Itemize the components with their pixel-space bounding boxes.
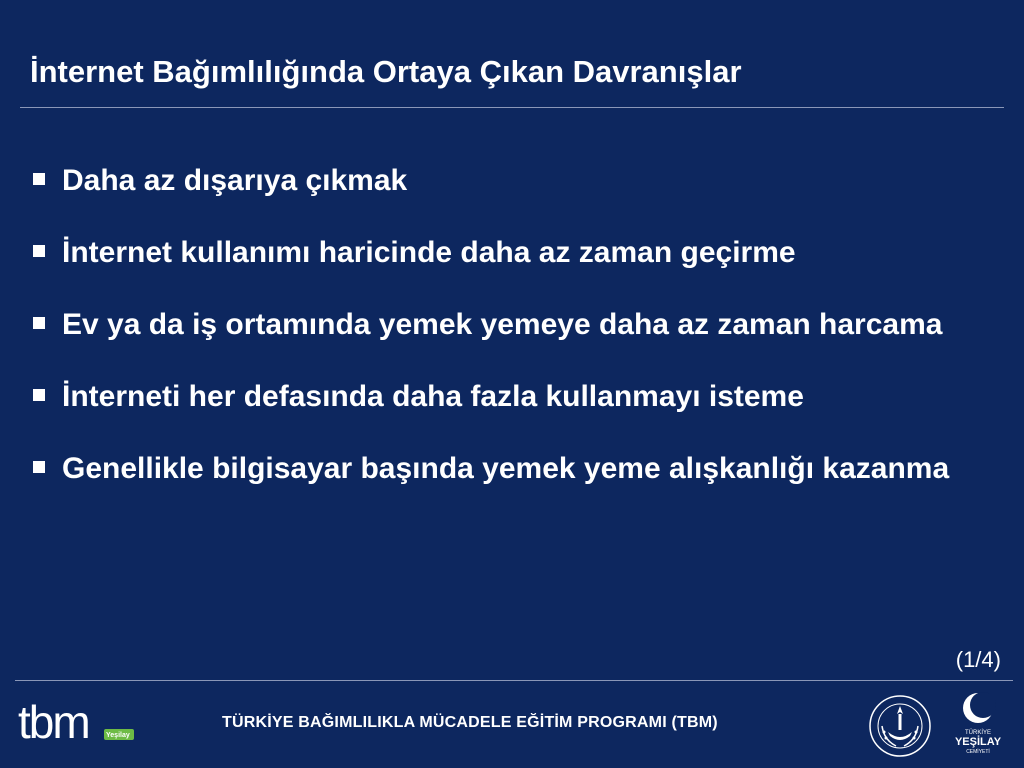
bullet-text: İnternet kullanımı haricinde daha az zaman geçirme (62, 236, 796, 269)
yesilay-logo-icon (948, 690, 1008, 762)
bullet-item (33, 158, 993, 203)
tbm-logo-text: tbm (18, 696, 89, 748)
square-bullet-icon (33, 461, 45, 473)
bullet-item (33, 446, 993, 491)
tbm-logo-icon (18, 694, 138, 754)
ministry-seal-icon (866, 692, 934, 760)
square-bullet-icon (33, 245, 45, 257)
square-bullet-icon (33, 389, 45, 401)
yesilay-name-text: YEŞİLAY (954, 736, 1002, 748)
tbm-badge-text: Yeşilay (106, 732, 130, 739)
bullet-text: Genellikle bilgisayar başında yemek yeme alışkanlığı kazanma (62, 452, 950, 485)
bullet-item (33, 230, 993, 275)
bullet-text: Ev ya da iş ortamında yemek yemeye daha az zaman harcama (62, 308, 943, 341)
slide-title: İnternet Bağımlılığında Ortaya Çıkan Davranışlar (30, 54, 742, 89)
title-divider (20, 107, 1004, 108)
footer-program-name: TÜRKİYE BAĞIMLILIKLA MÜCADELE EĞİTİM PROGRAMI (TBM) (222, 714, 718, 731)
yesilay-top-text: TÜRKİYE (964, 730, 992, 736)
bullet-item (33, 302, 993, 347)
square-bullet-icon (33, 173, 45, 185)
page-number: (1/4) (955, 647, 1001, 672)
bullet-item (33, 374, 993, 419)
square-bullet-icon (33, 317, 45, 329)
yesilay-bottom-text: CEMİYETİ (966, 749, 990, 755)
footer-divider (15, 680, 1013, 681)
bullet-text: İnterneti her defasında daha fazla kullanmayı isteme (62, 380, 804, 413)
bullet-list (33, 158, 993, 518)
bullet-text: Daha az dışarıya çıkmak (62, 164, 408, 197)
